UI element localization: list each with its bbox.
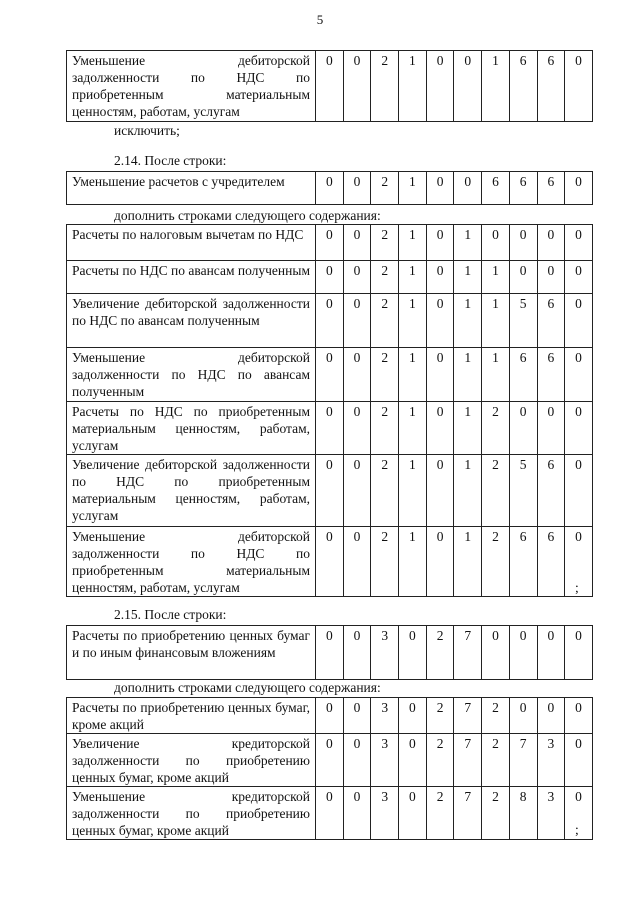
semicolon: ; <box>575 580 579 595</box>
code-digit: 2 <box>426 626 454 680</box>
code-digit: 8 <box>509 787 537 840</box>
code-digit: 3 <box>371 787 399 840</box>
row-label: Расчеты по НДС по приобретенным материальным ценностям, работам, услугам <box>67 402 316 455</box>
code-digit: 2 <box>482 527 510 597</box>
code-digit: 2 <box>482 787 510 840</box>
code-digit: 0 <box>343 294 371 348</box>
code-digit: 1 <box>454 348 482 402</box>
code-digit: 0 <box>316 527 344 597</box>
section-2-15-heading: 2.15. После строки: <box>114 607 227 622</box>
code-digit: 0 <box>343 626 371 680</box>
code-digit: 3 <box>371 698 399 734</box>
code-digit: 0 <box>537 261 565 294</box>
code-digit: 7 <box>454 626 482 680</box>
code-digit: 7 <box>509 734 537 787</box>
code-digit: 0 <box>343 787 371 840</box>
code-digit: 0 <box>399 698 427 734</box>
code-digit: 0 <box>316 626 344 680</box>
code-digit: 0 <box>509 402 537 455</box>
row-label: Уменьшение расчетов с учредителем <box>67 172 316 205</box>
code-digit: 2 <box>426 698 454 734</box>
code-digit: 2 <box>482 402 510 455</box>
code-digit: 0 <box>316 261 344 294</box>
table-row <box>67 294 593 348</box>
code-digit: 2 <box>371 348 399 402</box>
code-digit: 2 <box>371 51 399 122</box>
code-digit: 3 <box>371 734 399 787</box>
code-digit: 0 <box>343 225 371 261</box>
code-digit: 3 <box>371 626 399 680</box>
table-row <box>67 787 593 840</box>
code-digit: 5 <box>509 294 537 348</box>
row-label: Уменьшение дебиторской задолженности по НДС по приобретенным материальным ценностям, работам, услугам <box>67 51 316 122</box>
semicolon: ; <box>575 822 579 837</box>
code-digit: 2 <box>371 527 399 597</box>
code-digit: 7 <box>454 698 482 734</box>
row-label: Уменьшение дебиторской задолженности по НДС по приобретенным материальным ценностям, работам, услугам <box>67 527 316 597</box>
code-digit: 1 <box>482 294 510 348</box>
code-digit: 0 <box>426 225 454 261</box>
code-digit: 0 <box>565 51 593 122</box>
code-digit: 0 <box>316 455 344 527</box>
code-digit: 2 <box>371 455 399 527</box>
code-digit: 0 <box>343 348 371 402</box>
code-digit: 6 <box>509 172 537 205</box>
code-digit: 7 <box>454 787 482 840</box>
code-digit: 1 <box>454 261 482 294</box>
code-digit: 0 <box>343 172 371 205</box>
code-digit: 0 <box>565 172 593 205</box>
codes-table-anchor-2-14 <box>66 171 593 205</box>
code-digit: 6 <box>537 172 565 205</box>
code-digit: 0 <box>316 787 344 840</box>
code-digit: 1 <box>482 348 510 402</box>
code-digit: 0 <box>399 787 427 840</box>
code-digit: 6 <box>537 455 565 527</box>
code-digit: 0 <box>565 261 593 294</box>
code-digit: 0 <box>316 51 344 122</box>
code-digit: 0 <box>343 261 371 294</box>
table-row <box>67 527 593 597</box>
code-digit: 7 <box>454 734 482 787</box>
row-label: Расчеты по НДС по авансам полученным <box>67 261 316 294</box>
table-row <box>67 455 593 527</box>
code-digit: 6 <box>537 527 565 597</box>
code-digit: 0 <box>426 348 454 402</box>
code-digit: 2 <box>482 734 510 787</box>
code-digit: 0 <box>343 527 371 597</box>
code-digit: 0 <box>426 261 454 294</box>
code-digit: 0 <box>565 787 593 840</box>
code-digit: 1 <box>399 455 427 527</box>
table-row <box>67 348 593 402</box>
code-digit: 0 <box>537 626 565 680</box>
code-digit: 0 <box>316 734 344 787</box>
code-digit: 2 <box>426 787 454 840</box>
code-digit: 1 <box>399 172 427 205</box>
code-digit: 2 <box>482 698 510 734</box>
codes-table-added-2-14 <box>66 224 593 597</box>
code-digit: 1 <box>454 402 482 455</box>
code-digit: 6 <box>537 294 565 348</box>
table-row <box>67 225 593 261</box>
code-digit: 0 <box>482 626 510 680</box>
codes-table-removed <box>66 50 593 122</box>
code-digit: 1 <box>399 527 427 597</box>
code-digit: 1 <box>399 348 427 402</box>
code-digit: 0 <box>565 402 593 455</box>
code-digit: 6 <box>509 527 537 597</box>
code-digit: 1 <box>482 51 510 122</box>
add-rows-instruction: дополнить строками следующего содержания: <box>114 680 381 695</box>
code-digit: 0 <box>537 698 565 734</box>
code-digit: 0 <box>316 348 344 402</box>
table-row <box>67 698 593 734</box>
code-digit: 0 <box>343 455 371 527</box>
code-digit: 0 <box>343 698 371 734</box>
code-digit: 0 <box>399 626 427 680</box>
code-digit: 0 <box>426 294 454 348</box>
code-digit: 0 <box>316 294 344 348</box>
code-digit: 2 <box>371 172 399 205</box>
code-digit: 0 <box>316 402 344 455</box>
code-digit: 6 <box>509 51 537 122</box>
code-digit: 0 <box>509 698 537 734</box>
code-digit: 0 <box>565 348 593 402</box>
code-digit: 1 <box>399 261 427 294</box>
code-digit: 0 <box>482 225 510 261</box>
code-digit: 0 <box>565 225 593 261</box>
code-digit: 0 <box>343 734 371 787</box>
code-digit: 0 <box>509 626 537 680</box>
code-digit: 0 <box>454 51 482 122</box>
code-digit: 0 <box>565 527 593 597</box>
code-digit: 3 <box>537 787 565 840</box>
code-digit: 0 <box>316 698 344 734</box>
code-digit: 2 <box>371 225 399 261</box>
codes-table-added-2-15 <box>66 697 593 840</box>
row-label: Расчеты по налоговым вычетам по НДС <box>67 225 316 261</box>
code-digit: 1 <box>454 225 482 261</box>
code-digit: 0 <box>537 225 565 261</box>
code-digit: 0 <box>316 172 344 205</box>
code-digit: 3 <box>537 734 565 787</box>
row-label: Увеличение кредиторской задолженности по приобретению ценных бумаг, кроме акций <box>67 734 316 787</box>
code-digit: 0 <box>426 51 454 122</box>
code-digit: 0 <box>565 455 593 527</box>
code-digit: 6 <box>537 51 565 122</box>
code-digit: 0 <box>426 455 454 527</box>
code-digit: 2 <box>426 734 454 787</box>
code-digit: 1 <box>399 225 427 261</box>
codes-table-anchor-2-15 <box>66 625 593 680</box>
code-digit: 1 <box>399 51 427 122</box>
code-digit: 2 <box>371 402 399 455</box>
table-row <box>67 261 593 294</box>
row-label: Увеличение дебиторской задолженности по НДС по авансам полученным <box>67 294 316 348</box>
code-digit: 5 <box>509 455 537 527</box>
code-digit: 0 <box>537 402 565 455</box>
row-label: Увеличение дебиторской задолженности по НДС по приобретенным материальным ценностям, работам, услугам <box>67 455 316 527</box>
table-row <box>67 626 593 680</box>
row-label: Уменьшение дебиторской задолженности по НДС по авансам полученным <box>67 348 316 402</box>
code-digit: 0 <box>565 734 593 787</box>
code-digit: 6 <box>537 348 565 402</box>
code-digit: 0 <box>565 626 593 680</box>
code-digit: 2 <box>371 261 399 294</box>
code-digit: 0 <box>343 402 371 455</box>
add-rows-instruction: дополнить строками следующего содержания: <box>114 208 381 223</box>
code-digit: 0 <box>454 172 482 205</box>
code-digit: 0 <box>426 402 454 455</box>
code-digit: 2 <box>371 294 399 348</box>
code-digit: 0 <box>509 225 537 261</box>
code-digit: 2 <box>482 455 510 527</box>
table-row <box>67 172 593 205</box>
code-digit: 0 <box>565 294 593 348</box>
row-label: Уменьшение кредиторской задолженности по приобретению ценных бумаг, кроме акций <box>67 787 316 840</box>
remove-instruction: исключить; <box>114 123 180 138</box>
code-digit: 1 <box>454 294 482 348</box>
code-digit: 0 <box>426 172 454 205</box>
code-digit: 0 <box>343 51 371 122</box>
code-digit: 6 <box>482 172 510 205</box>
code-digit: 1 <box>399 294 427 348</box>
code-digit: 0 <box>316 225 344 261</box>
code-digit: 0 <box>399 734 427 787</box>
code-digit: 0 <box>509 261 537 294</box>
code-digit: 0 <box>426 527 454 597</box>
code-digit: 1 <box>482 261 510 294</box>
table-row <box>67 734 593 787</box>
code-digit: 0 <box>565 698 593 734</box>
code-digit: 1 <box>454 527 482 597</box>
code-digit: 1 <box>399 402 427 455</box>
code-digit: 6 <box>509 348 537 402</box>
row-label: Расчеты по приобретению ценных бумаг и по иным финансовым вложениям <box>67 626 316 680</box>
table-row <box>67 402 593 455</box>
code-digit: 1 <box>454 455 482 527</box>
row-label: Расчеты по приобретению ценных бумаг, кроме акций <box>67 698 316 734</box>
table-row <box>67 51 593 122</box>
section-2-14-heading: 2.14. После строки: <box>114 153 227 168</box>
page-number: 5 <box>316 12 324 27</box>
